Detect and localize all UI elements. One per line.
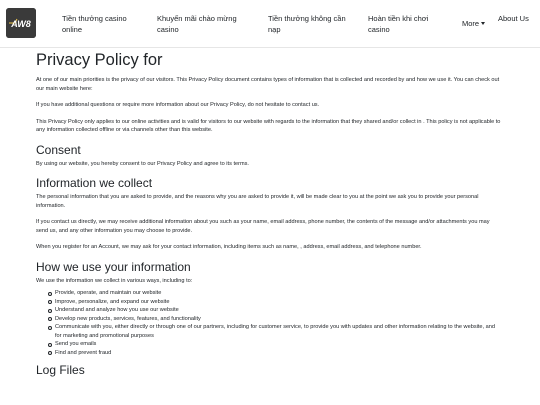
aw8-logo-icon — [6, 8, 36, 38]
use-intro: We use the information we collect in various ways, including to: — [36, 277, 193, 284]
policy-content — [36, 51, 502, 380]
site-logo[interactable] — [6, 8, 36, 38]
page-title: Privacy Policy for — [36, 51, 163, 69]
consent-text: By using our website, you hereby consent to our Privacy Policy and agree to its terms. — [36, 160, 249, 167]
collect-paragraph-1: The personal information that you are asked to provide, and the reasons why you are asked to provide it, will be made clear to you at the point we ask you to provide your personal information. — [36, 194, 479, 209]
collect-heading: Information we collect — [36, 176, 153, 190]
top-navbar — [0, 0, 540, 48]
nav-cashback[interactable]: Hoàn tiền khi chơi casino — [368, 14, 429, 34]
consent-heading: Consent — [36, 142, 81, 157]
nav-welcome-promo[interactable]: Khuyến mãi chào mừng casino — [157, 14, 237, 34]
intro-paragraph-2: If you have additional questions or require more information about our Privacy Policy, do not hesitate to contact us. — [36, 102, 320, 108]
use-heading: How we use your information — [36, 259, 191, 274]
use-list — [36, 289, 502, 357]
nav-more-dropdown[interactable] — [462, 18, 485, 29]
list-item: Develop new products, services, features, and functionality — [48, 315, 502, 324]
list-item: Improve, personalize, and expand our website — [48, 298, 502, 307]
nav-more-label: More — [462, 19, 480, 28]
list-item: Send you emails — [48, 340, 502, 349]
list-item: Find and prevent fraud — [48, 349, 502, 358]
list-item: Understand and analyze how you use our website — [48, 306, 502, 315]
logo-text: AW8 — [11, 19, 31, 29]
intro-paragraph-1: At one of our main priorities is the privacy of our visitors. This Privacy Policy document contains types of information that is collected and recorded by and how we use it. You can check out our main website here: — [36, 77, 500, 92]
intro-paragraph-3: This Privacy Policy only applies to our online activities and is valid for visitors to our website with regards to the information that they shared and/or collect in . This policy is not applicable to any information collected offline or via channels other than this website. — [36, 118, 501, 133]
list-item: Provide, operate, and maintain our website — [48, 289, 502, 298]
nav-no-deposit-bonus[interactable]: Tiền thưởng không cần nạp — [268, 14, 346, 34]
caret-down-icon — [481, 22, 485, 25]
list-item: Communicate with you, either directly or through one of our partners, including for customer service, to provide you with updates and other information relating to the website, and for marketing and promotional purposes — [48, 323, 502, 340]
nav-about-us[interactable]: About Us — [498, 14, 529, 23]
nav-casino-bonus[interactable]: Tiền thưởng casino online — [62, 14, 127, 34]
collect-paragraph-3: When you register for an Account, we may ask for your contact information, including items such as name, , address, email address, and telephone number. — [36, 244, 422, 250]
log-files-heading: Log Files — [36, 363, 85, 377]
collect-paragraph-2: If you contact us directly, we may receive additional information about you such as your name, email address, phone number, the contents of the message and/or attachments you may send us, and any other information you may choose to provide. — [36, 219, 490, 234]
